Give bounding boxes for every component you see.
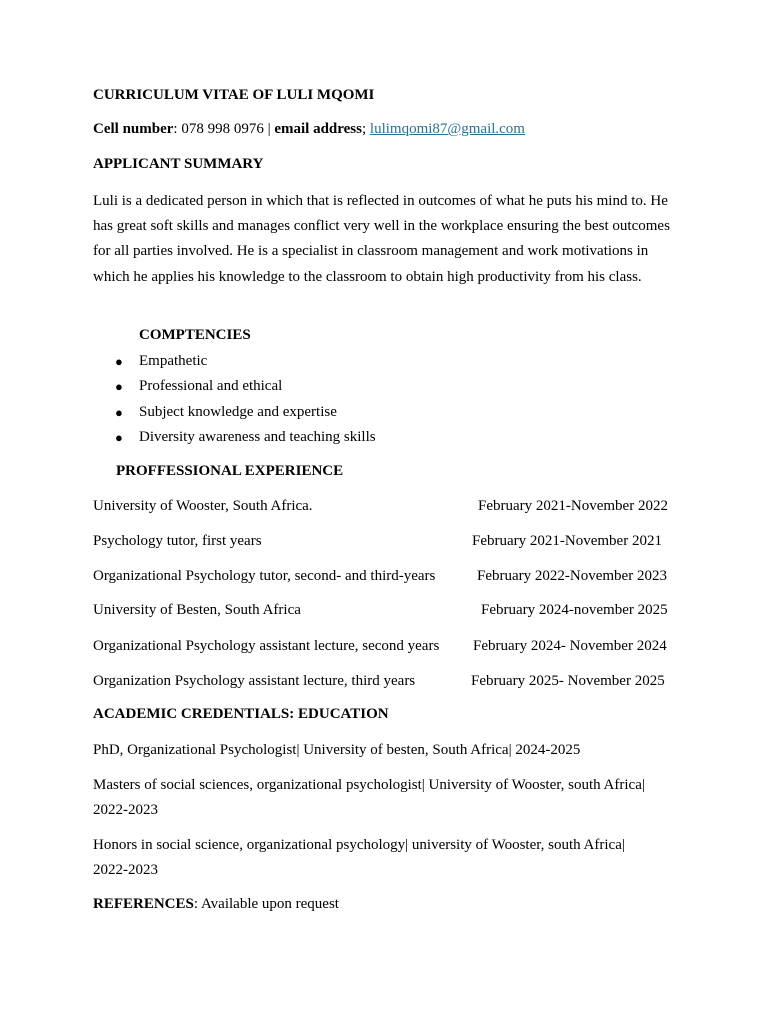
experience-role: Organization Psychology assistant lecture, third years (93, 673, 416, 689)
experience-role: Psychology tutor, first years (93, 533, 262, 549)
experience-role: Organizational Psychology assistant lecture, second years (93, 638, 440, 654)
experience-role: University of Wooster, South Africa. (93, 498, 313, 514)
competencies-heading: COMPTENCIES (139, 327, 251, 343)
experience-dates: February 2024- November 2024 (473, 638, 667, 654)
experience-dates: February 2025- November 2025 (471, 673, 665, 689)
experience-dates: February 2021-November 2021 (472, 533, 662, 549)
experience-dates: February 2022-November 2023 (477, 568, 667, 584)
education-item: Masters of social sciences, organizational psychologist| University of Wooster, south Africa| 2022-2023 (93, 777, 645, 818)
experience-row (93, 670, 678, 692)
experience-dates: February 2021-November 2022 (478, 498, 668, 514)
cell-label: Cell number (93, 121, 174, 137)
references-value: : Available upon request (193, 896, 339, 912)
summary-heading: APPLICANT SUMMARY (93, 156, 264, 172)
education-item: PhD, Organizational Psychologist| University of besten, South Africa| 2024-2025 (93, 742, 581, 758)
references-label: REFERENCES (93, 896, 194, 912)
email-label: email address (274, 121, 362, 137)
education-heading: ACADEMIC CREDENTIALS: EDUCATION (93, 706, 389, 722)
experience-dates: February 2024-november 2025 (481, 602, 668, 618)
experience-row (93, 530, 678, 552)
email-separator: ; (362, 121, 370, 137)
summary-text: Luli is a dedicated person in which that is reflected in outcomes of what he puts his mind to. He has great soft skills and manages conflict very well in the workplace ensuring the best outcomes for all parties involved. He is a specialist in classroom management and work motivations in which he applies his knowledge to the classroom to obtain high productivity from his class. (93, 193, 670, 285)
references-line (93, 896, 678, 913)
bullet-icon: ● (115, 354, 123, 369)
email-link[interactable]: lulimqomi87@gmail.com (369, 121, 525, 137)
education-item: Honors in social science, organizational psychology| university of Wooster, south Africa| 2022-2023 (93, 837, 625, 878)
experience-row (93, 495, 678, 517)
bullet-icon: ● (115, 379, 123, 395)
experience-row (93, 565, 678, 587)
bullet-icon: ● (115, 429, 123, 445)
experience-heading: PROFFESSIONAL EXPERIENCE (116, 463, 344, 479)
experience-role: Organizational Psychology tutor, second- and third-years (93, 568, 436, 584)
cv-title: CURRICULUM VITAE OF LULI MQOMI (93, 87, 375, 103)
list-item: ● Diversity awareness and teaching skills (112, 425, 376, 450)
bullet-icon: ● (115, 404, 123, 420)
competencies-list (112, 349, 376, 450)
list-item: ● Empathetic (112, 349, 376, 374)
experience-row (93, 635, 678, 657)
contact-line (93, 121, 678, 138)
experience-role: University of Besten, South Africa (93, 602, 301, 618)
list-item: ● Subject knowledge and expertise (112, 400, 376, 425)
cell-value: : 078 998 0976 | (173, 121, 275, 137)
list-item: ● Professional and ethical (112, 374, 376, 399)
experience-row (93, 599, 678, 621)
